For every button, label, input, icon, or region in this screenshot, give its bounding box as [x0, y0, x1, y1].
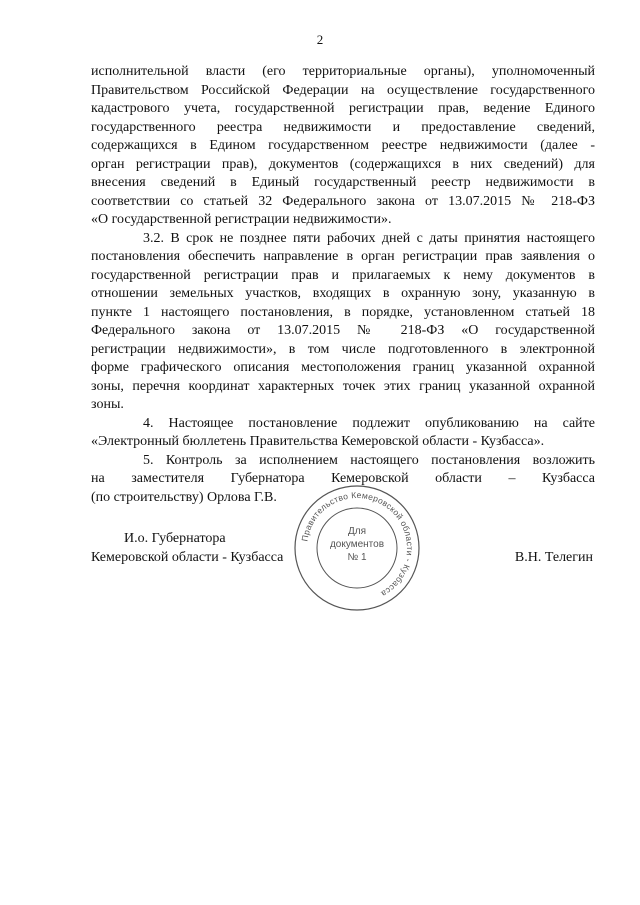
paragraph-line: зоны. [91, 397, 124, 412]
paragraph-line: 4. Настоящее постановление подлежит опубликованию на сайте [143, 415, 595, 431]
paragraph-line: 5. Контроль за исполнением настоящего постановления возложить [143, 452, 595, 468]
paragraph-line: Федерального закона от 13.07.2015 № 218-ФЗ «О государственной [91, 323, 595, 338]
paragraph-line: исполнительной власти (его территориальные органы), уполномоченный [91, 64, 595, 79]
paragraph-line: внесения сведений в Единый государственный реестр недвижимости в [91, 175, 595, 190]
paragraph-line: кадастрового учета, государственной регистрации прав, ведение Единого [91, 101, 595, 116]
page-number: 2 [316, 32, 324, 47]
paragraph-line: зоны, перечня координат характерных точек этих границ указанной охранной [91, 378, 595, 394]
paragraph-line: «О государственной регистрации недвижимости». [91, 212, 392, 227]
paragraph-line: государственной регистрации прав и прилагаемых к нему документов в [91, 267, 595, 283]
signatory-title: И.о. Губернатора [124, 531, 226, 546]
paragraph-line: постановления обеспечить направление в орган регистрации прав заявления о [91, 249, 595, 264]
signatory-region: Кемеровской области - Кузбасса [91, 550, 284, 565]
paragraph-line: форме графического описания местоположения границ указанной охранной [91, 360, 595, 375]
paragraph-line: Правительством Российской Федерации на осуществление государственного [91, 82, 595, 98]
paragraph-line: содержащихся в Едином государственном реестре недвижимости (далее - [91, 138, 595, 153]
seal-center-line-1: Для [347, 526, 367, 537]
signatory-name: В.Н. Телегин [514, 550, 593, 565]
paragraph-line: на заместителя Губернатора Кемеровской области – Кузбасса [91, 471, 595, 486]
seal-ring-text: Правительство Кемеровской области - Кузбасса [299, 489, 416, 600]
official-seal [293, 484, 421, 612]
paragraph-line: «Электронный бюллетень Правительства Кемеровской области - Кузбасса». [91, 434, 545, 449]
paragraph-line: орган регистрации прав), документов (содержащихся в них сведений) для [91, 156, 595, 172]
seal-center-line-3: № 1 [347, 552, 367, 563]
paragraph-line: соответствии со статьей 32 Федерального закона от 13.07.2015 № 218-ФЗ [91, 193, 595, 209]
document-body [91, 63, 595, 507]
paragraph-line: (по строительству) Орлова Г.В. [91, 489, 277, 505]
seal-center-line-2: документов [329, 539, 385, 550]
paragraph-line: 3.2. В срок не позднее пяти рабочих дней с даты принятия настоящего [143, 230, 595, 246]
paragraph-line: государственного реестра недвижимости и предоставление сведений, [91, 119, 595, 135]
paragraph-line: пункте 1 настоящего постановления, в порядке, установленном статьей 18 [91, 304, 595, 320]
paragraph-line: регистрации недвижимости», в том числе подготовленного в электронной [91, 341, 595, 357]
paragraph-line: отношении земельных участков, входящих в охранную зону, указанную в [91, 286, 595, 301]
